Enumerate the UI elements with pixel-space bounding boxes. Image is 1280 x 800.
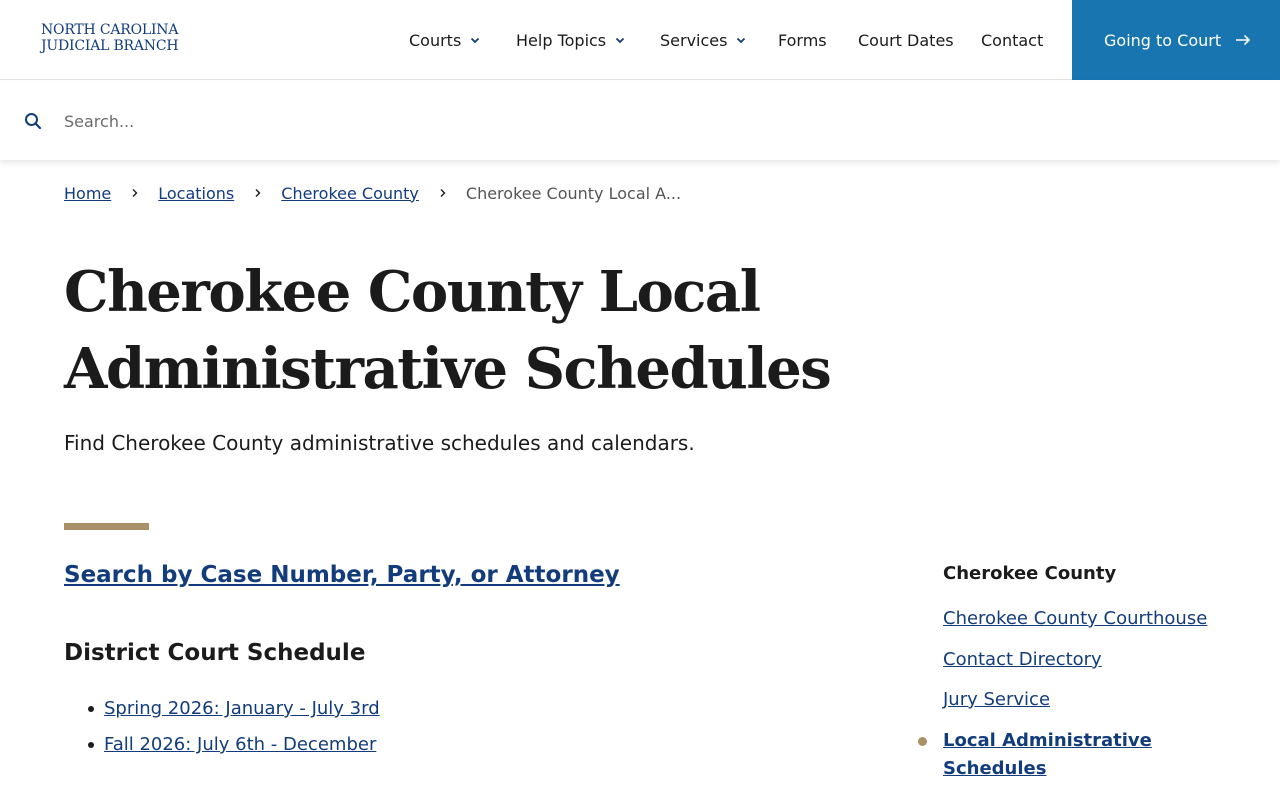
logo-line-2: JUDICIAL BRANCH bbox=[41, 38, 179, 54]
logo-line-1: NORTH CAROLINA bbox=[41, 22, 179, 38]
chevron-down-icon bbox=[470, 35, 480, 45]
active-indicator bbox=[918, 737, 927, 746]
page-title: Cherokee County Local Administrative Schedules bbox=[64, 259, 831, 402]
breadcrumb-current: Cherokee County Local A... bbox=[465, 183, 682, 203]
chevron-right-icon bbox=[131, 188, 139, 198]
case-search-link[interactable]: Search by Case Number, Party, or Attorney bbox=[64, 562, 620, 588]
sidebar-link-jury-service[interactable]: Jury Service bbox=[943, 689, 1051, 710]
chevron-right-icon bbox=[254, 188, 262, 198]
nav-contact-label: Contact bbox=[981, 30, 1044, 50]
nav-court-dates-label: Court Dates bbox=[858, 30, 954, 50]
going-to-court-button[interactable] bbox=[1072, 0, 1280, 80]
list-item bbox=[104, 696, 380, 732]
breadcrumb-locations[interactable]: Locations bbox=[158, 183, 235, 203]
nav-courts-label: Courts bbox=[409, 30, 462, 50]
nav-court-dates[interactable] bbox=[858, 29, 954, 51]
going-to-court-label: Going to Court bbox=[1104, 30, 1222, 50]
schedule-link-spring-2026[interactable]: Spring 2026: January - July 3rd bbox=[104, 698, 380, 719]
page-lead: Find Cherokee County administrative schedules and calendars. bbox=[64, 431, 695, 455]
breadcrumb-home[interactable]: Home bbox=[64, 183, 112, 203]
chevron-down-icon bbox=[736, 35, 746, 45]
search-bar bbox=[0, 81, 1280, 160]
list-item bbox=[104, 732, 380, 768]
chevron-right-icon bbox=[439, 188, 447, 198]
sidebar-link-contact-directory[interactable]: Contact Directory bbox=[943, 649, 1102, 670]
district-schedule-list bbox=[104, 696, 380, 768]
nav-services-label: Services bbox=[660, 30, 728, 50]
schedule-link-fall-2026[interactable]: Fall 2026: July 6th - December bbox=[104, 734, 377, 755]
site-logo[interactable] bbox=[41, 22, 191, 54]
sidebar-link-courthouse[interactable]: Cherokee County Courthouse bbox=[943, 608, 1208, 629]
sidebar-link-local-admin-schedules[interactable]: Local Administrative Schedules bbox=[943, 730, 1152, 779]
chevron-down-icon bbox=[615, 35, 625, 45]
nav-forms-label: Forms bbox=[778, 30, 827, 50]
nav-help-topics[interactable] bbox=[516, 29, 625, 51]
nav-services[interactable] bbox=[660, 29, 746, 51]
sidebar-title: Cherokee County bbox=[943, 563, 1117, 584]
district-court-heading: District Court Schedule bbox=[64, 640, 366, 666]
nav-contact[interactable] bbox=[981, 29, 1043, 51]
nav-courts[interactable] bbox=[409, 29, 480, 51]
search-input[interactable] bbox=[64, 105, 864, 137]
arrow-right-icon bbox=[1235, 34, 1251, 46]
site-header bbox=[0, 0, 1280, 80]
breadcrumb bbox=[64, 182, 681, 204]
search-icon[interactable] bbox=[24, 112, 42, 130]
breadcrumb-cherokee-county[interactable]: Cherokee County bbox=[281, 183, 419, 203]
accent-divider bbox=[64, 523, 149, 530]
nav-forms[interactable] bbox=[778, 29, 827, 51]
nav-help-topics-label: Help Topics bbox=[516, 30, 607, 50]
